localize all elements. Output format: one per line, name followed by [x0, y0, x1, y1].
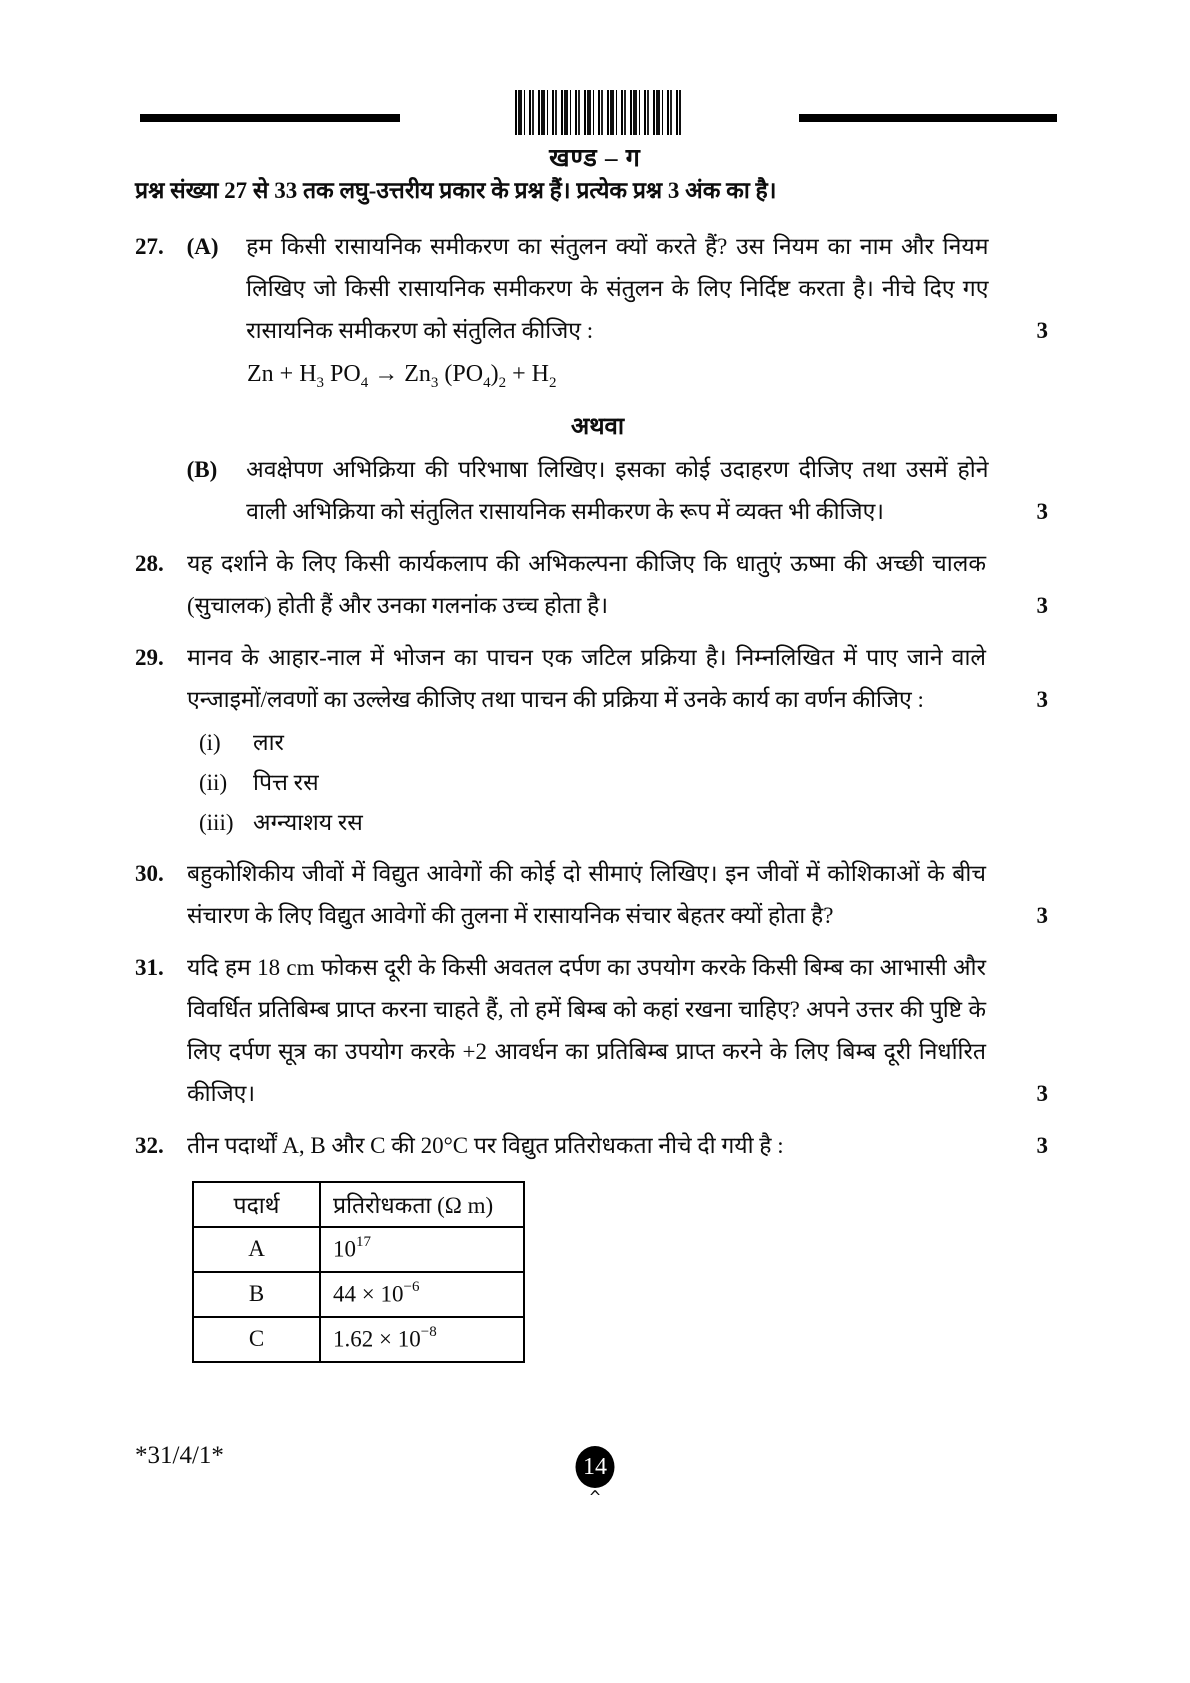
list-item-text: अग्न्याशय रस [253, 809, 363, 835]
table-header-material: पदार्थ [193, 1182, 320, 1227]
marks-value: 3 [1036, 1080, 1048, 1106]
list-item-text: लार [253, 729, 284, 755]
list-item-label: (i) [199, 729, 221, 755]
question-28 [135, 543, 1060, 627]
equation-subscript: 4 [360, 374, 369, 391]
sub-items-list [199, 723, 1060, 843]
question-31 [135, 947, 1060, 1115]
marks-value: 3 [1036, 498, 1049, 524]
question-number: 28. [135, 550, 164, 576]
question-30 [135, 853, 1060, 937]
equation-text: PO [324, 361, 361, 387]
value-exponent: 17 [356, 1233, 371, 1250]
list-item-text: पित्त रस [253, 769, 319, 795]
list-item-label: (ii) [199, 769, 228, 795]
question-text: मानव के आहार-नाल में भोजन का पाचन एक जटिल प्रक्रिया है। निम्नलिखित में पाए जाने वाले एन्जाइमों/लवणों का उल्लेख कीजिए तथा पाचन की प्रक्रिया में उनके कार्य का वर्णन कीजिए : [187, 644, 986, 712]
question-number: 27. [135, 234, 164, 259]
equation-text: (PO [438, 361, 484, 387]
question-text: हम किसी रासायनिक समीकरण का संतुलन क्यों करते हैं? उस नियम का नाम और नियम लिखिए जो किसी रासायनिक समीकरण के संतुलन के लिए निर्दिष्ट करता है। नीचे दिए गए रासायनिक समीकरण को संतुलित कीजिए : [246, 234, 989, 343]
part-a-label: (A) [186, 234, 219, 259]
paper-code: *31/4/1* [135, 1442, 224, 1469]
equation-subscript: 4 [483, 374, 491, 391]
marks-value: 3 [1036, 686, 1048, 712]
table-row [193, 1227, 524, 1272]
caret-mark: ^ [589, 1487, 601, 1508]
barcode [515, 90, 681, 135]
table-cell-resistivity [320, 1317, 524, 1362]
value-base: 1.62 × 10 [333, 1326, 421, 1352]
marks-value: 3 [1036, 318, 1049, 343]
question-text: अवक्षेपण अभिक्रिया की परिभाषा लिखिए। इसका कोई उदाहरण दीजिए तथा उसमें होने वाली अभिक्रिया को संतुलित रासायनिक समीकरण के रूप में व्यक्त भी कीजिए। [246, 456, 989, 524]
resistivity-table [192, 1181, 525, 1363]
questions-area [135, 226, 1060, 1373]
part-b-label: (B) [186, 456, 218, 482]
question-number: 31. [135, 954, 164, 980]
header-rule-right [799, 114, 1057, 122]
value-base: 10 [333, 1236, 356, 1262]
list-item [199, 803, 1060, 843]
equation-text: ) [490, 361, 499, 387]
question-number: 32. [135, 1132, 164, 1158]
table-header-row [193, 1182, 524, 1227]
question-29 [135, 637, 1060, 843]
question-text: बहुकोशिकीय जीवों में विद्युत आवेगों की कोई दो सीमाएं लिखिए। इन जीवों में कोशिकाओं के बीच संचारण के लिए विद्युत आवेगों की तुलना में रासायनिक संचार बेहतर क्यों होता है? [187, 860, 986, 928]
header-rule-left [140, 114, 400, 122]
marks-value: 3 [1036, 592, 1048, 618]
table-cell-material: A [193, 1227, 320, 1272]
equation-text: → Zn [368, 361, 431, 387]
list-item-label: (iii) [199, 809, 234, 835]
table-cell-material: B [193, 1272, 320, 1317]
value-exponent: −8 [420, 1323, 437, 1340]
question-27 [135, 226, 1060, 533]
question-32 [135, 1125, 1060, 1363]
equation-subscript: 2 [498, 374, 507, 391]
or-separator: अथवा [570, 413, 625, 440]
question-text: तीन पदार्थों A, B और C की 20°C पर विद्युत प्रतिरोधकता नीचे दी गयी है : [187, 1132, 784, 1158]
value-base: 44 × 10 [333, 1281, 404, 1307]
list-item [199, 763, 1060, 803]
question-number: 30. [135, 860, 164, 886]
question-text: यदि हम 18 cm फोकस दूरी के किसी अवतल दर्पण का उपयोग करके किसी बिम्ब का आभासी और विवर्धित प्रतिबिम्ब प्राप्त करना चाहते हैं, तो हमें बिम्ब को कहां रखना चाहिए? अपने उत्तर की पुष्टि के लिए दर्पण सूत्र का उपयोग करके +2 आवर्धन का प्रतिबिम्ब प्राप्त करने के लिए बिम्ब दूरी निर्धारित कीजिए। [187, 954, 986, 1106]
equation-subscript: 3 [430, 374, 439, 391]
marks-value: 3 [1036, 1132, 1048, 1158]
table-row [193, 1272, 524, 1317]
question-number: 29. [135, 644, 164, 670]
table-cell-resistivity [320, 1272, 524, 1317]
section-instruction: प्रश्न संख्या 27 से 33 तक लघु-उत्तरीय प्रकार के प्रश्न हैं। प्रत्येक प्रश्न 3 अंक का है। [135, 178, 777, 203]
value-exponent: −6 [403, 1278, 420, 1295]
equation-subscript: 3 [316, 374, 325, 391]
marks-value: 3 [1036, 902, 1048, 928]
list-item [199, 723, 1060, 763]
table-cell-resistivity [320, 1227, 524, 1272]
equation-subscript: 2 [548, 374, 557, 391]
section-title: खण्ड – ग [549, 145, 641, 172]
equation-text: + H [506, 361, 549, 387]
chemical-equation [247, 352, 1060, 405]
table-cell-material: C [193, 1317, 320, 1362]
table-header-resistivity: प्रतिरोधकता (Ω m) [320, 1182, 524, 1227]
page-number-badge: 14 [576, 1446, 615, 1488]
question-text: यह दर्शाने के लिए किसी कार्यकलाप की अभिकल्पना कीजिए कि धातुएं ऊष्मा की अच्छी चालक (सुचालक) होती हैं और उनका गलनांक उच्च होता है। [187, 550, 986, 618]
table-row [193, 1317, 524, 1362]
equation-text: Zn + H [247, 361, 317, 387]
